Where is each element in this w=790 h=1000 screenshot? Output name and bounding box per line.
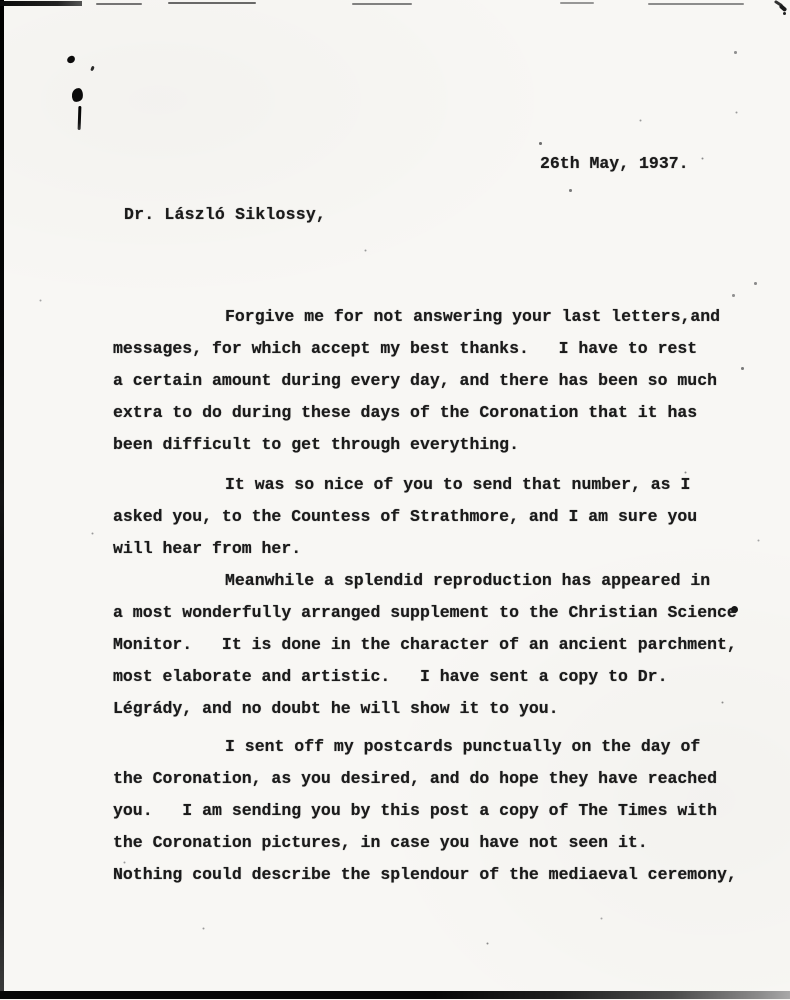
letter-salutation: Dr. László Siklossy, <box>124 205 327 224</box>
letter-line: a most wonderfully arranged supplement to the Christian Science <box>113 603 737 622</box>
letter-line: a certain amount during every day, and there has been so much <box>113 371 717 390</box>
scan-edge-bottom-bar <box>0 991 790 999</box>
letter-line: Forgive me for not answering your last letters,and <box>225 307 721 326</box>
scan-edge-left-line <box>0 0 4 997</box>
letter-paragraph <box>113 731 737 891</box>
letter-line: extra to do during these days of the Coronation that it has <box>113 403 698 422</box>
letter-line: the Coronation pictures, in case you have not seen it. <box>113 833 648 852</box>
scan-top-dash <box>648 3 744 5</box>
letter-line: you. I am sending you by this post a copy of The Times with <box>113 801 717 820</box>
ink-blot <box>71 87 84 102</box>
letter-line: Monitor. It is done in the character of an ancient parchment, <box>113 635 737 654</box>
scan-top-dash <box>560 2 594 4</box>
ink-stroke <box>78 106 82 130</box>
letter-paragraph <box>113 301 737 461</box>
scan-top-dash <box>96 3 142 5</box>
scan-corner-mark <box>772 1 788 17</box>
ink-blot <box>90 66 95 72</box>
letter-line: Nothing could describe the splendour of the mediaeval ceremony, <box>113 865 737 884</box>
letter-line: Légrády, and no doubt he will show it to you. <box>113 699 559 718</box>
letter-body <box>113 301 737 891</box>
letter-paragraph <box>113 565 737 725</box>
letter-line: the Coronation, as you desired, and do hope they have reached <box>113 769 717 788</box>
letter-line: Meanwhile a splendid reproduction has appeared in <box>225 571 711 590</box>
letter-paragraph <box>113 469 737 565</box>
scan-noise-specks <box>0 0 1 1</box>
letter-line: messages, for which accept my best thanks. I have to rest <box>113 339 698 358</box>
ink-blot <box>66 55 76 64</box>
scan-edge-top-line <box>0 1 82 6</box>
scan-top-dash <box>352 3 412 5</box>
letter-line: will hear from her. <box>113 539 302 558</box>
letter-line: been difficult to get through everything. <box>113 435 519 454</box>
scan-top-dash <box>168 2 256 4</box>
letter-line: asked you, to the Countess of Strathmore, and I am sure you <box>113 507 698 526</box>
letter-line: most elaborate and artistic. I have sent a copy to Dr. <box>113 667 668 686</box>
letter-date: 26th May, 1937. <box>540 154 689 173</box>
letter-line: It was so nice of you to send that number, as I <box>225 475 691 494</box>
letter-line: I sent off my postcards punctually on the day of <box>225 737 701 756</box>
